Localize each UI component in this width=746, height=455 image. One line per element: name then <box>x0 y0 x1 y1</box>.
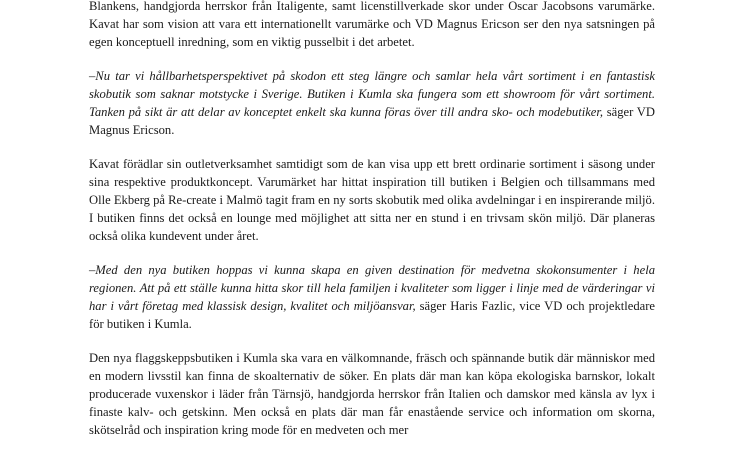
quote-text: –Med den nya butiken hoppas vi kunna skapa en given destination för medvetna skokonsumenter i hela regionen. Att på ett ställe kunna hitta skor till hela familjen i kvaliteter som ligger i linje med de värderingar vi har i vårt företag med klassisk design, kvalitet och miljöansvar, <box>89 263 655 313</box>
paragraph-outlet-inspiration: Kavat förädlar sin outletverksamhet samtidigt som de kan visa upp ett brett ordinarie sortiment i säsong under sina respektive produktkoncept. Varumärket har hittat inspiration till butiken i Belgien och tillsammans med Olle Ekberg på Re-create i Malmö tagit fram en ny sorts skobutik med olika avdelningar i en inspirerande miljö. I butiken finns det också en lounge med möjlighet att sitta ner en stund i en trivsam skön miljö. Där planeras också olika kundevent under året. <box>89 157 655 243</box>
quote-magnus-ericson <box>89 67 655 139</box>
press-release-body <box>89 0 655 455</box>
paragraph-brands-vision: Blankens, handgjorda herrskor från Italigente, samt licenstillverkade skor under Oscar Jacobsons varumärke. Kavat har som vision att vara ett internationellt varumärke och VD Magnus Ericson ser den nya satsningen på egen konceptuell inredning, som en viktig pusselbit i det arbetet. <box>89 0 655 49</box>
quote-haris-fazlic <box>89 261 655 333</box>
quote-attribution: säger Haris Fazlic, vice VD och projektledare för butiken i Kumla. <box>89 299 655 331</box>
quote-text: –Nu tar vi hållbarhetsperspektivet på skodon ett steg längre och samlar hela vårt sortiment i en fantastisk skobutik som saknar motstycke i Sverige. Butiken i Kumla ska fungera som ett showroom för vårt sortiment. Tanken på sikt är att delar av konceptet enkelt ska kunna föras över till andra sko- och modebutiker, <box>89 69 655 119</box>
paragraph-flagship-store: Den nya flaggskeppsbutiken i Kumla ska vara en välkomnande, fräsch och spännande butik där människor med en modern livsstil kan finna de skoalternativ de söker. En plats där man kan köpa ekologiska barnskor, lokalt producerade vuxenskor i läder från Tärnsjö, handgjorda herrskor från Italien och damskor med känsla av lyx i finaste kalv- och getskinn. Men också en plats där man får enastående service och information om skorna, skötselråd och inspiration kring mode för en medveten och mer <box>89 351 655 437</box>
quote-attribution: säger VD Magnus Ericson. <box>89 105 655 137</box>
